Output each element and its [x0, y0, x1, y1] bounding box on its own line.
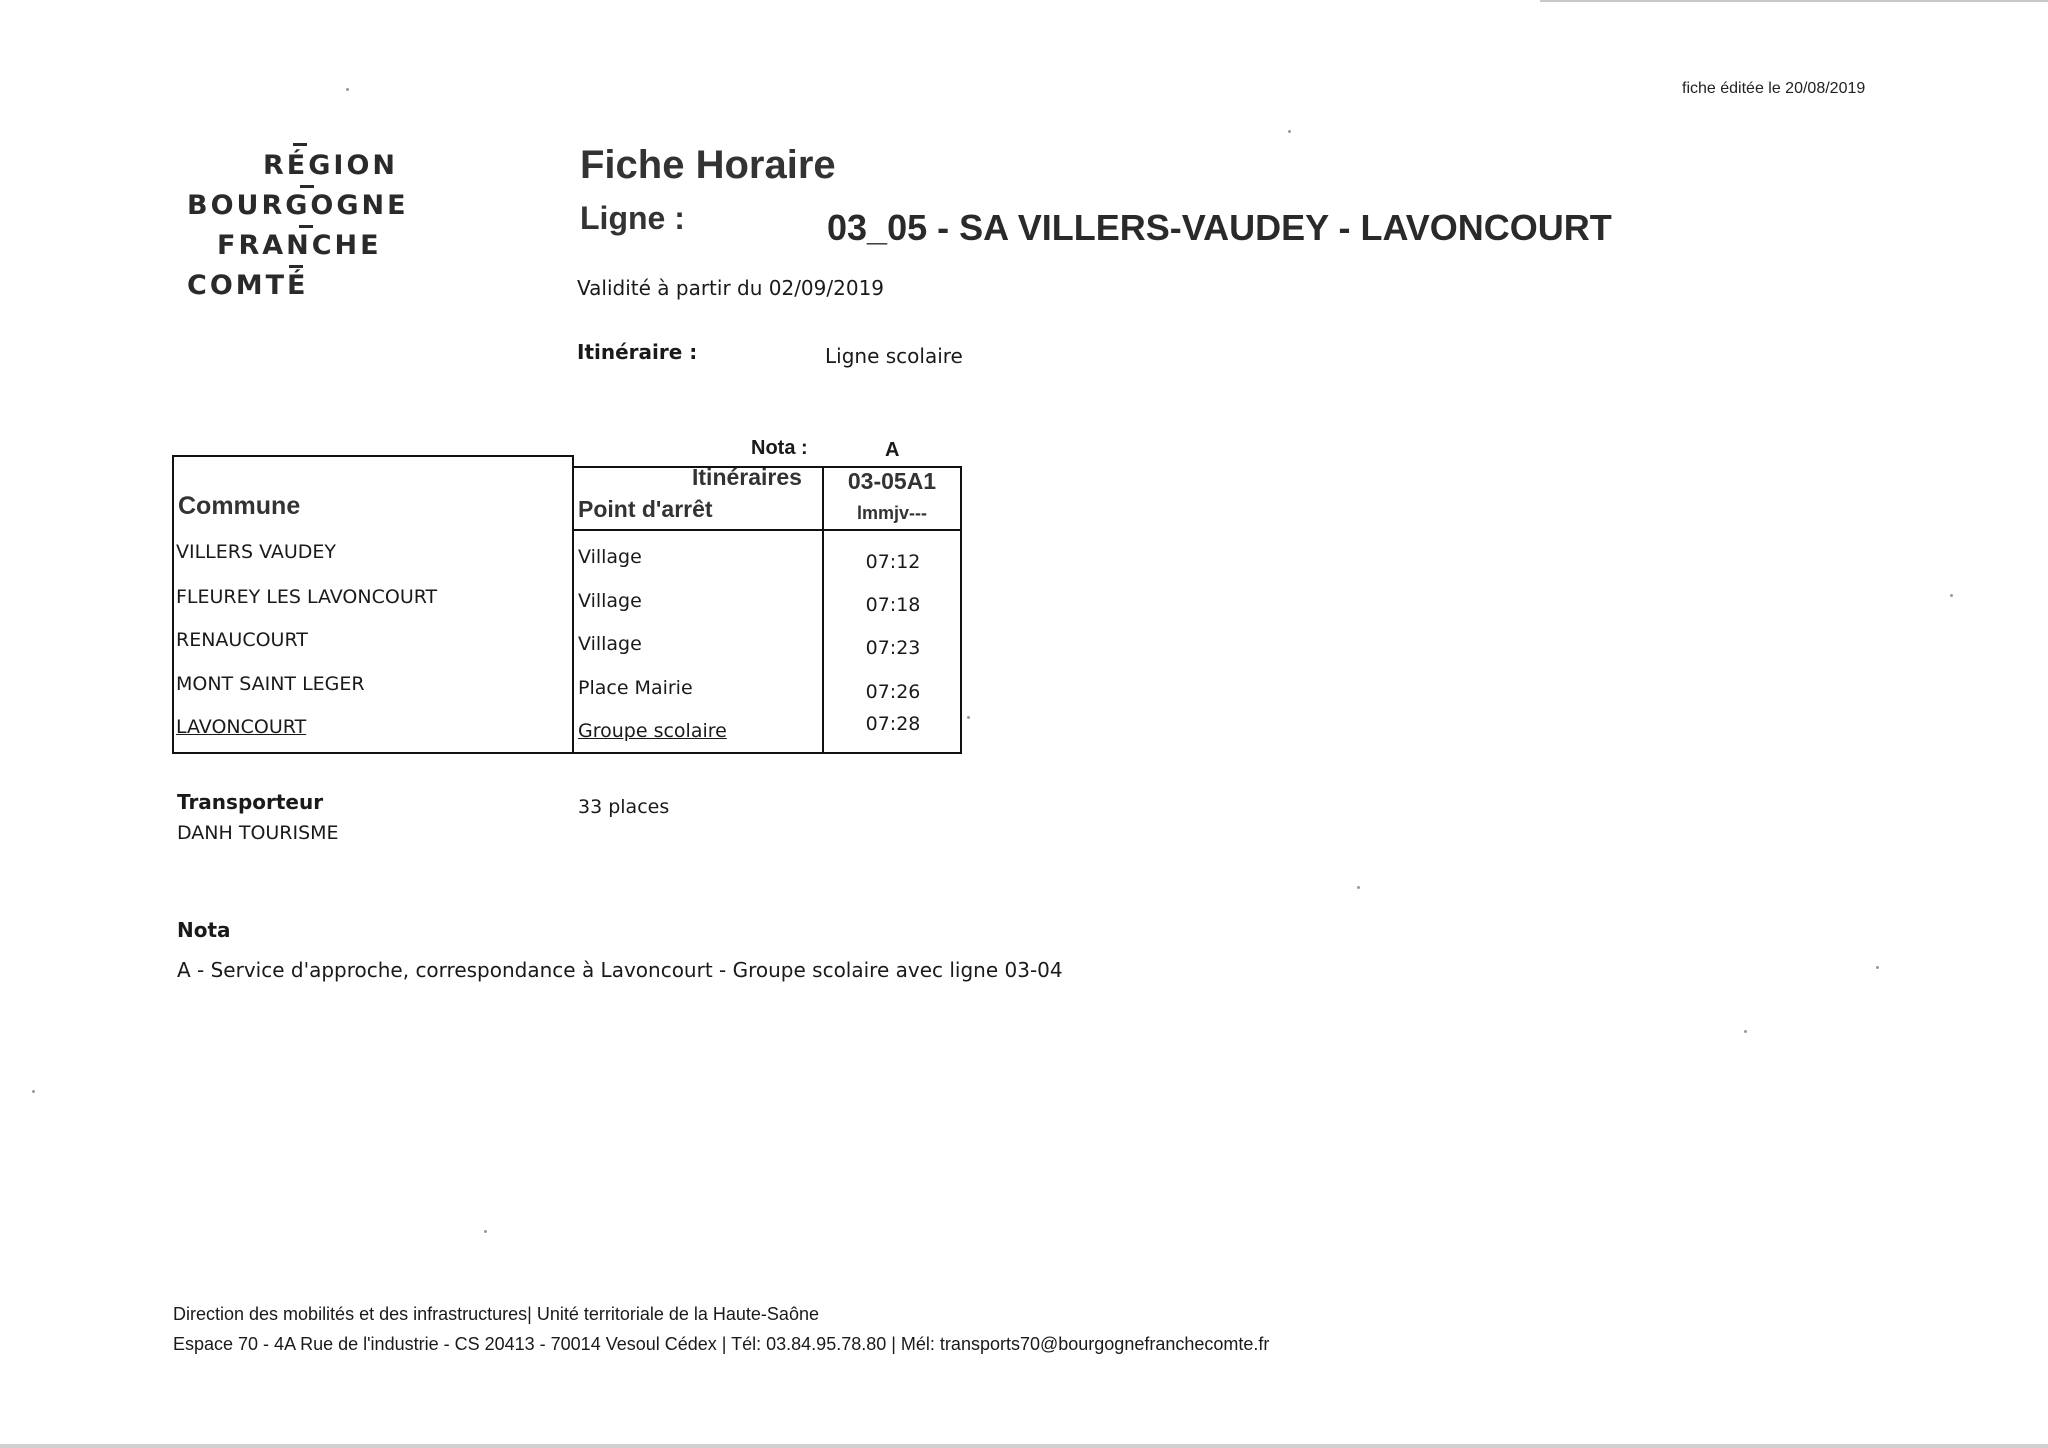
table-border: [172, 455, 174, 754]
commune-cell: LAVONCOURT: [176, 716, 307, 738]
line-name: 03_05 - SA VILLERS-VAUDEY - LAVONCOURT: [827, 207, 1612, 248]
line-label: Ligne :: [580, 200, 685, 236]
scan-speck: [1950, 594, 1953, 597]
time-cell: 07:12: [865, 551, 921, 573]
table-border: [572, 455, 574, 754]
logo-line-2: BOURGOGNE: [187, 190, 409, 221]
notes-heading: Nota: [177, 918, 231, 942]
time-cell: 07:18: [865, 594, 921, 616]
page-edge: [1540, 0, 2048, 2]
commune-cell: FLEUREY LES LAVONCOURT: [176, 586, 438, 608]
stop-cell: Village: [578, 590, 642, 612]
logo-accent: [300, 185, 314, 188]
header-itineraires: Itinéraires: [692, 464, 802, 490]
region-logo: [180, 140, 440, 310]
stop-cell: Place Mairie: [578, 677, 693, 699]
logo-accent: [289, 265, 303, 268]
table-border: [172, 455, 574, 457]
commune-cell: VILLERS VAUDEY: [176, 541, 337, 563]
scan-speck: [484, 1230, 487, 1233]
carrier-label: Transporteur: [177, 790, 324, 814]
scan-speck: [1876, 966, 1879, 969]
time-cell: 07:26: [865, 681, 921, 703]
scan-speck: [32, 1090, 35, 1093]
stop-cell: Village: [578, 546, 642, 568]
timetable: [172, 455, 962, 755]
commune-cell: RENAUCOURT: [176, 629, 308, 651]
route-days: lmmjv---: [856, 503, 927, 523]
scan-speck: [1357, 886, 1360, 889]
logo-accent: [293, 143, 307, 146]
table-border: [172, 752, 962, 754]
logo-accent: [299, 225, 313, 228]
seat-count: 33 places: [578, 796, 670, 818]
edit-date: fiche éditée le 20/08/2019: [1682, 80, 1866, 97]
scan-speck: [967, 716, 970, 719]
time-cell: 07:28: [865, 713, 921, 735]
page-title: Fiche Horaire: [580, 143, 836, 187]
stop-cell: Village: [578, 633, 642, 655]
nota-value: A: [885, 439, 900, 461]
scan-speck: [346, 88, 349, 91]
table-border: [572, 529, 962, 531]
footer-line-2: Espace 70 - 4A Rue de l'industrie - CS 20413 - 70014 Vesoul Cédex | Tél: 03.84.95.78.80 | Mél: transports70@bourgognefranchecomte.fr: [173, 1334, 1270, 1354]
scan-speck: [1744, 1030, 1747, 1033]
nota-label: Nota :: [751, 437, 808, 459]
page-edge: [0, 1444, 2048, 1448]
header-commune: Commune: [178, 492, 301, 520]
logo-line-4: COMTÉ: [187, 270, 309, 301]
notes-text: A - Service d'approche, correspondance à Lavoncourt - Groupe scolaire avec ligne 03-04: [177, 958, 1063, 982]
itinerary-value: Ligne scolaire: [825, 344, 963, 368]
scan-speck: [1288, 130, 1291, 133]
carrier-name: DANH TOURISME: [177, 822, 339, 844]
footer-line-1: Direction des mobilités et des infrastructures| Unité territoriale de la Haute-Saône: [173, 1304, 819, 1324]
stop-cell: Groupe scolaire: [578, 720, 727, 742]
commune-cell: MONT SAINT LEGER: [176, 673, 365, 695]
logo-line-1: RÉGION: [263, 150, 398, 181]
logo-line-3: FRANCHE: [217, 230, 382, 261]
header-point-arret: Point d'arrêt: [578, 496, 713, 522]
route-code: 03-05A1: [847, 468, 937, 494]
validity-date: Validité à partir du 02/09/2019: [577, 276, 885, 300]
itinerary-label: Itinéraire :: [577, 340, 698, 364]
time-cell: 07:23: [865, 637, 921, 659]
